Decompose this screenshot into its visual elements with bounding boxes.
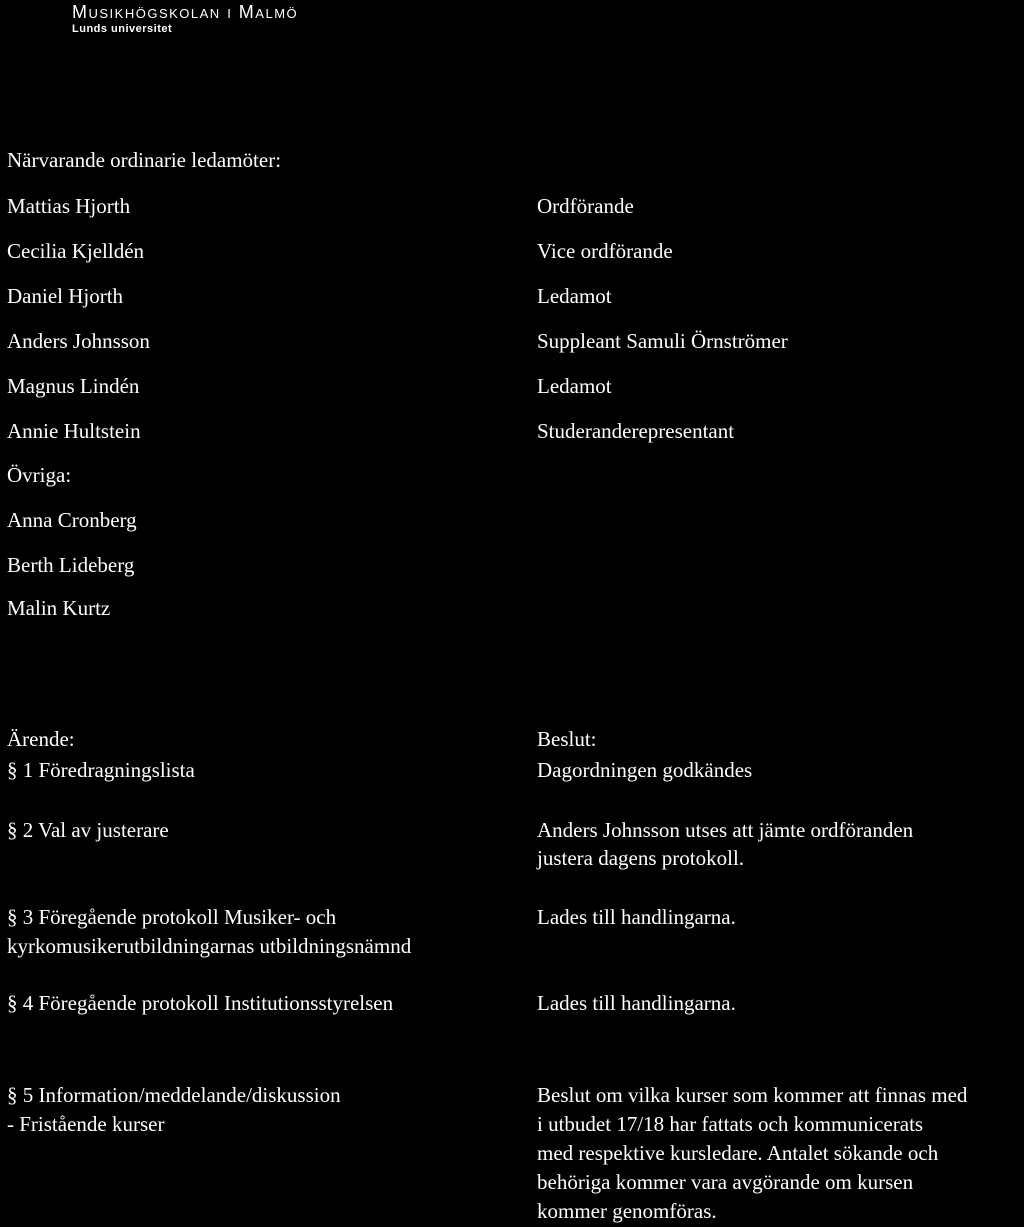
agenda-item: § 2 Val av justerare	[7, 818, 169, 842]
agenda-decision: kommer genomföras.	[537, 1199, 717, 1223]
agenda-decision-heading: Beslut:	[537, 727, 597, 751]
agenda-item: kyrkomusikerutbildningarnas utbildningsnämnd	[7, 934, 412, 958]
agenda-item: § 1 Föredragningslista	[7, 758, 195, 782]
agenda-item: § 4 Föregående protokoll Institutionsstyrelsen	[7, 991, 394, 1015]
member-name: Cecilia Kjelldén	[7, 239, 145, 263]
member-role: Vice ordförande	[537, 239, 673, 263]
agenda-item: § 3 Föregående protokoll Musiker- och	[7, 905, 337, 929]
member-name: Annie Hultstein	[7, 419, 141, 443]
agenda-decision: Lades till handlingarna.	[537, 905, 736, 929]
member-role: Suppleant Samuli Örnströmer	[537, 329, 788, 353]
member-name: Magnus Lindén	[7, 374, 140, 398]
member-name: Anders Johnsson	[7, 329, 150, 353]
agenda-decision: justera dagens protokoll.	[537, 846, 745, 870]
agenda-decision: Dagordningen godkändes	[537, 758, 753, 782]
agenda-decision: Beslut om vilka kurser som kommer att finnas med	[537, 1083, 968, 1107]
agenda-decision: Lades till handlingarna.	[537, 991, 736, 1015]
member-role: Ledamot	[537, 374, 612, 398]
others-heading: Övriga:	[7, 463, 72, 487]
member-name: Daniel Hjorth	[7, 284, 124, 308]
agenda-item-heading: Ärende:	[7, 727, 75, 751]
agenda-decision: Anders Johnsson utses att jämte ordföranden	[537, 818, 914, 842]
agenda-item: - Fristående kurser	[7, 1112, 165, 1136]
other-attendee: Berth Lideberg	[7, 553, 135, 577]
member-role: Ledamot	[537, 284, 612, 308]
agenda-item: § 5 Information/meddelande/diskussion	[7, 1083, 341, 1107]
agenda-decision: med respektive kursledare. Antalet sökande och	[537, 1141, 939, 1165]
other-attendee: Anna Cronberg	[7, 508, 137, 532]
member-role: Studeranderepresentant	[537, 419, 735, 443]
member-role: Ordförande	[537, 194, 634, 218]
agenda-decision: i utbudet 17/18 har fattats och kommunicerats	[537, 1112, 924, 1136]
agenda-decision: behöriga kommer vara avgörande om kursen	[537, 1170, 914, 1194]
attendance-heading: Närvarande ordinarie ledamöter:	[7, 148, 282, 172]
member-name: Mattias Hjorth	[7, 194, 131, 218]
org-name: Musikhögskolan i Malmö	[72, 2, 299, 22]
org-subtitle: Lunds universitet	[72, 23, 173, 35]
other-attendee: Malin Kurtz	[7, 596, 111, 620]
